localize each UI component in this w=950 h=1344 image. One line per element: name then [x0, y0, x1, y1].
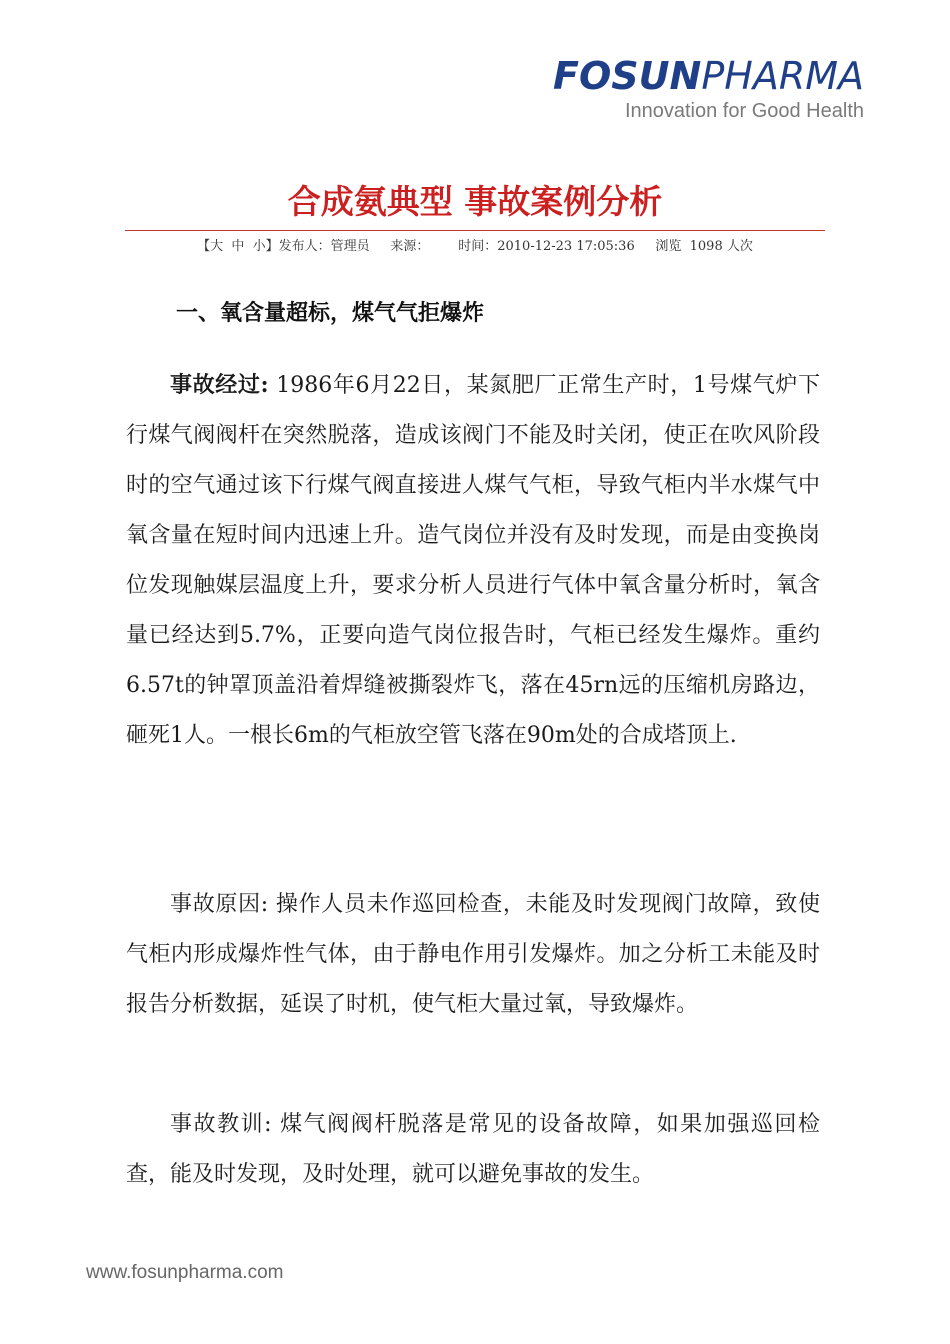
paragraph-text: 1986年6月22日，某氮肥厂正常生产时，1号煤气炉下行煤气阀阀杆在突然脱落，造成该阀门不能及时关闭，使正在吹风阶段时的空气通过该下行煤气阀直接进人煤气气柜，导致气柜内半水煤气中氧含量在短时间内迅速上升。造气岗位并没有及时发现，而是由变换岗位发现触媒层温度上升，要求分析人员进行气体中氧含量分析时，氧含量已经达到5.7%，正要向造气岗位报告时，气柜已经发生爆炸。重约6.57t的钟罩顶盖沿着焊缝被撕裂炸飞，落在45rn远的压缩机房路边，砸死1人。一根长6m的气柜放空管飞落在90m处的合成塔顶上. [126, 373, 820, 748]
paragraph-text: 事故教训: 煤气阀阀杆脱落是常见的设备故障，如果加强巡回检查，能及时发现，及时处理，就可以避免事故的发生。 [126, 1112, 820, 1187]
logo-wordmark-part2: PHARMA [701, 54, 864, 98]
title-divider [125, 230, 825, 231]
article-meta: 【大 中 小】发布人：管理员 来源： 时间：2010-12-23 17:05:36 浏览 1098 人次 [197, 239, 753, 254]
paragraph-accident-process [126, 360, 820, 761]
paragraph-text: 事故原因: 操作人员未作巡回检查，未能及时发现阀门故障，致使气柜内形成爆炸性气体，由于静电作用引发爆炸。加之分析工未能及时报告分析数据，延误了时机，使气柜大量过氧，导致爆炸。 [126, 892, 820, 1017]
footer-url: www.fosunpharma.com [86, 1262, 284, 1283]
logo-tagline: Innovation for Good Health [624, 100, 864, 122]
company-logo [534, 54, 864, 124]
logo-wordmark [534, 54, 864, 98]
paragraph-accident-cause [126, 880, 820, 1030]
section-heading: 一、氧含量超标，煤气气拒爆炸 [176, 300, 485, 326]
logo-wordmark-part1: FOSUN [553, 54, 702, 98]
paragraph-lead: 事故经过: [170, 372, 269, 398]
paragraph-accident-lesson [126, 1100, 820, 1200]
article-title: 合成氨典型 事故案例分析 [287, 182, 663, 221]
